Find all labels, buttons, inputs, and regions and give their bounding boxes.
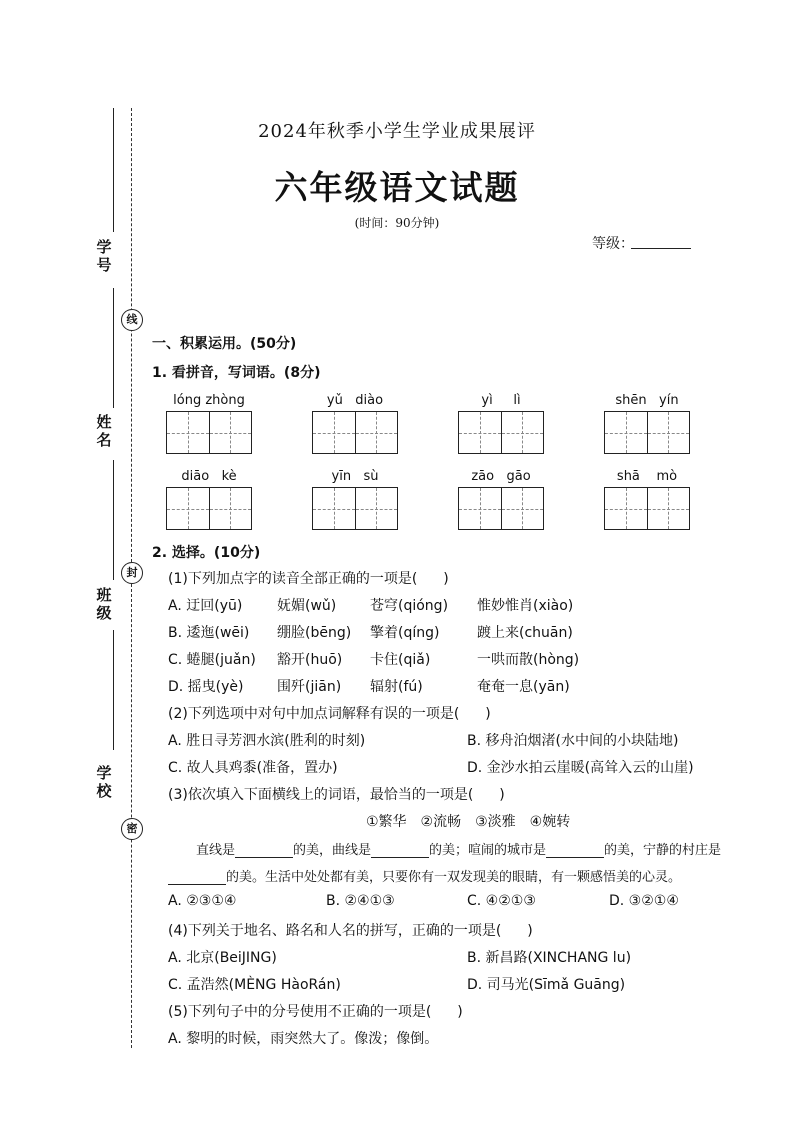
- q2-4-option-b: B. 新昌路(XINCHANG lu): [467, 950, 632, 966]
- writing-grid-4[interactable]: [604, 411, 690, 454]
- pinyin-syllable: lóng: [173, 393, 202, 408]
- option-a-2: 妩媚(wǔ): [277, 598, 337, 614]
- exam-title: 六年级语文试题: [274, 168, 520, 207]
- prompt-text: (1)下列加点字的读音全部正确的一项是(: [168, 571, 418, 587]
- q2-3-option-b: B. ②④①③: [326, 893, 395, 909]
- binding-mark-xian: 线: [121, 309, 143, 331]
- school-line[interactable]: [113, 630, 114, 750]
- pinyin-syllable: diào: [355, 393, 384, 408]
- passage-text: 的美，宁静的村庄是: [604, 843, 722, 858]
- passage-text: 的美，曲线是: [293, 843, 372, 858]
- close-paren: ): [527, 923, 533, 939]
- q2-2-option-c: C. 故人具鸡黍(准备，置办): [168, 760, 338, 776]
- option-c-3: 卡住(qiǎ): [370, 652, 431, 668]
- q1-heading: 1. 看拼音，写词语。(8分): [152, 365, 321, 381]
- option-b-2: 绷脸(bēng): [277, 625, 352, 641]
- q2-5-option-a: A. 黎明的时候，雨突然大了。像泼；像倒。: [168, 1031, 439, 1047]
- school-label: 学校: [96, 764, 112, 800]
- q2-4-option-c: C. 孟浩然(MÈNG HàoRán): [168, 977, 341, 993]
- pinyin-label-5: [166, 469, 252, 484]
- pinyin-syllable: diāo: [181, 469, 210, 484]
- passage-text: 的美；喧闹的城市是: [429, 843, 547, 858]
- q2-2-option-a: A. 胜日寻芳泗水滨(胜利的时刻): [168, 733, 366, 749]
- pinyin-label-1: [166, 393, 252, 408]
- exam-subtitle: 2024年秋季小学生学业成果展评: [258, 121, 536, 142]
- q2-3-option-c: C. ④②①③: [467, 893, 536, 909]
- option-d-4: 奄奄一息(yān): [477, 679, 570, 695]
- prompt-text: (3)依次填入下面横线上的词语，最恰当的一项是(: [168, 787, 474, 803]
- writing-grid-2[interactable]: [312, 411, 398, 454]
- option-c-2: 豁开(huō): [277, 652, 343, 668]
- q2-heading: 2. 选择。(10分): [152, 545, 261, 561]
- close-paren: ): [457, 1004, 463, 1020]
- close-paren: ): [499, 787, 505, 803]
- pinyin-label-3: [458, 393, 544, 408]
- prompt-text: (4)下列关于地名、路名和人名的拼写，正确的一项是(: [168, 923, 502, 939]
- option-b-4: 踱上来(chuān): [477, 625, 573, 641]
- pinyin-syllable: zhòng: [205, 393, 245, 408]
- pinyin-label-8: [604, 469, 690, 484]
- option-a-3: 苍穹(qióng): [370, 598, 449, 614]
- pinyin-syllable: yīn: [331, 469, 352, 484]
- option-d-2: 围歼(jiān): [277, 679, 342, 695]
- class-line[interactable]: [113, 460, 114, 580]
- option-a-4: 惟妙惟肖(xiào): [477, 598, 574, 614]
- name-label: 姓名: [96, 413, 112, 449]
- student-id-label: 学号: [96, 238, 112, 274]
- writing-grid-8[interactable]: [604, 487, 690, 530]
- pinyin-syllable: zāo: [471, 469, 495, 484]
- binding-mark-mi: 密: [121, 818, 143, 840]
- q2-2-option-b: B. 移舟泊烟渚(水中间的小块陆地): [467, 733, 679, 749]
- q2-3-option-a: A. ②③①④: [168, 893, 237, 909]
- pinyin-label-7: [458, 469, 544, 484]
- option-b-1: B. 逶迤(wēi): [168, 625, 250, 641]
- pinyin-syllable: yì: [481, 393, 493, 408]
- pinyin-label-2: [312, 393, 398, 408]
- pinyin-syllable: gāo: [506, 469, 531, 484]
- section-heading: 一、积累运用。(50分): [152, 336, 297, 352]
- q2-4-option-d: D. 司马光(Sīmǎ Guāng): [467, 977, 626, 993]
- option-c-4: 一哄而散(hòng): [477, 652, 580, 668]
- prompt-text: (5)下列句子中的分号使用不正确的一项是(: [168, 1004, 432, 1020]
- grade-blank[interactable]: [631, 248, 691, 249]
- fill-blank-2[interactable]: [371, 843, 429, 858]
- option-c-1: C. 蜷腿(juǎn): [168, 652, 256, 668]
- q2-4-prompt: [168, 920, 533, 940]
- pinyin-label-6: [312, 469, 398, 484]
- writing-grid-3[interactable]: [458, 411, 544, 454]
- option-d-3: 辐射(fú): [370, 679, 423, 695]
- time-note: (时间：90分钟): [354, 216, 440, 230]
- writing-grid-6[interactable]: [312, 487, 398, 530]
- word-choices: ①繁华 ②流畅 ③淡雅 ④婉转: [366, 814, 571, 830]
- fill-blank-1[interactable]: [235, 843, 293, 858]
- q2-2-option-d: D. 金沙水拍云崖暖(高耸入云的山崖): [467, 760, 694, 776]
- pinyin-syllable: yǔ: [326, 393, 343, 408]
- option-a-1: A. 迂回(yū): [168, 598, 243, 614]
- grade-label: 等级：: [592, 236, 634, 252]
- prompt-text: (2)下列选项中对句中加点词解释有误的一项是(: [168, 706, 460, 722]
- option-b-3: 擎着(qíng): [370, 625, 440, 641]
- pinyin-syllable: mò: [656, 469, 678, 484]
- passage-text: 直线是: [196, 843, 236, 858]
- passage-text: 的美。生活中处处都有美，只要你有一双发现美的眼睛，有一颗感悟美的心灵。: [226, 870, 682, 885]
- writing-grid-7[interactable]: [458, 487, 544, 530]
- pinyin-label-4: [604, 393, 690, 408]
- close-paren: ): [485, 706, 491, 722]
- binding-mark-feng: 封: [121, 562, 143, 584]
- q2-3-option-d: D. ③②①④: [609, 893, 679, 909]
- q2-1-prompt: [168, 568, 449, 588]
- pinyin-syllable: yín: [659, 393, 679, 408]
- writing-grid-1[interactable]: [166, 411, 252, 454]
- pinyin-syllable: kè: [221, 469, 237, 484]
- fill-line-2: [168, 866, 681, 885]
- q2-4-option-a: A. 北京(BeiJING): [168, 950, 277, 966]
- close-paren: ): [443, 571, 449, 587]
- q2-5-prompt: [168, 1001, 463, 1021]
- pinyin-syllable: sù: [363, 469, 379, 484]
- class-label: 班级: [96, 586, 112, 622]
- q2-2-prompt: [168, 703, 491, 723]
- pinyin-syllable: shēn: [615, 393, 647, 408]
- fill-blank-4[interactable]: [168, 870, 226, 885]
- q2-3-prompt: [168, 784, 505, 804]
- pinyin-syllable: lì: [513, 393, 521, 408]
- fill-line-1: [196, 839, 721, 858]
- pinyin-syllable: shā: [616, 469, 640, 484]
- name-line[interactable]: [113, 288, 114, 408]
- fill-blank-3[interactable]: [546, 843, 604, 858]
- writing-grid-5[interactable]: [166, 487, 252, 530]
- option-d-1: D. 摇曳(yè): [168, 679, 244, 695]
